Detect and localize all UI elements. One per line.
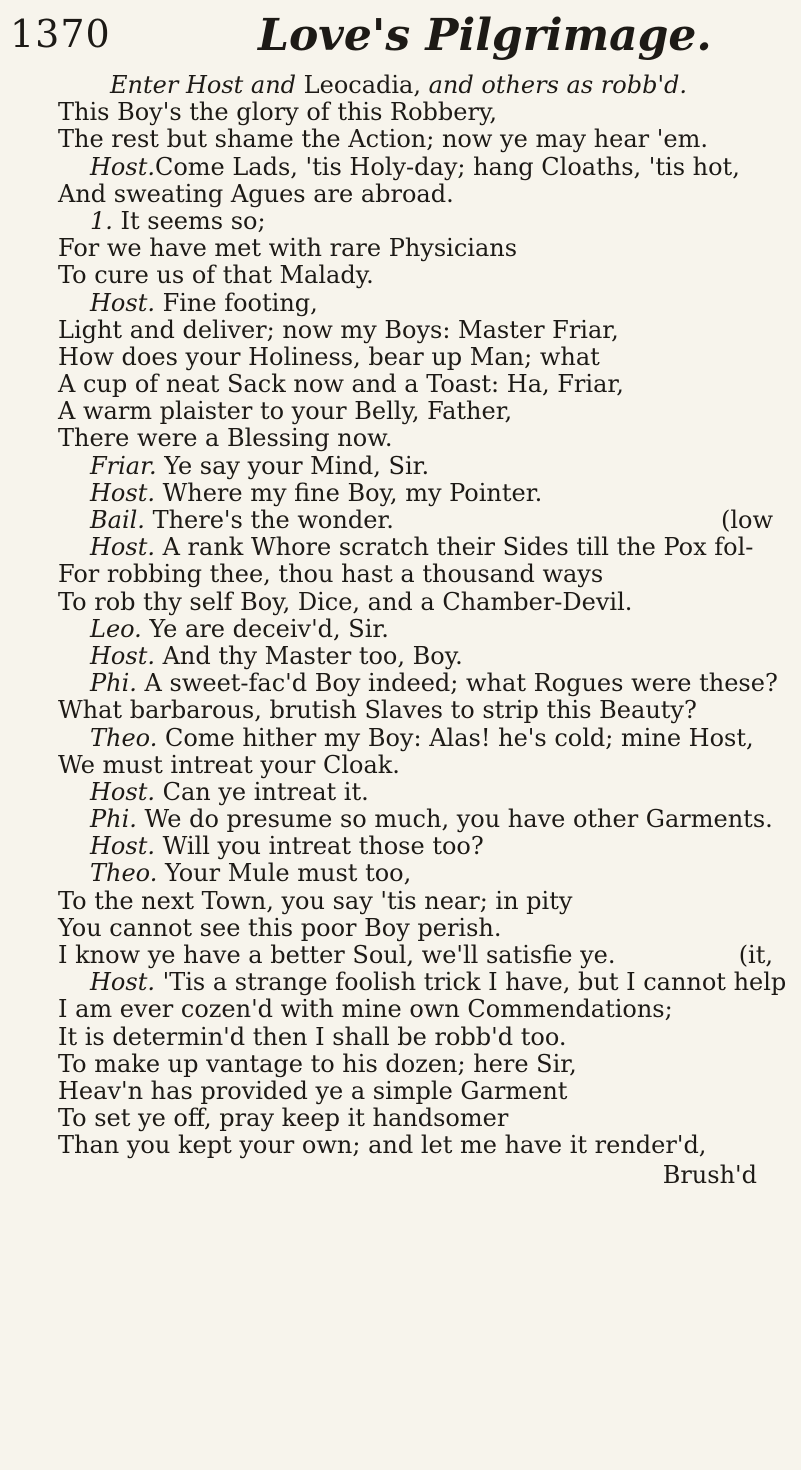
speaker-name: Host. bbox=[90, 832, 155, 861]
speaker-name: Host. bbox=[90, 152, 155, 181]
text-line bbox=[0, 1024, 801, 1051]
stage-direction-speakers: Host and bbox=[185, 71, 297, 99]
text-line bbox=[0, 290, 801, 317]
text-line bbox=[0, 752, 801, 779]
speaker-name: Theo. bbox=[90, 723, 158, 752]
speaker-name: Theo. bbox=[90, 859, 158, 888]
line-text: A sweet-fac'd Boy indeed; what Rogues were these? bbox=[136, 669, 778, 698]
speaker-name: Phi. bbox=[90, 669, 137, 698]
line-text: Can ye intreat it. bbox=[154, 777, 369, 806]
line-text: I know ye have a better Soul, we'll satisfie ye. bbox=[58, 941, 616, 969]
turnover-fragment: (low bbox=[720, 506, 773, 534]
line-text: To cure us of that Malady. bbox=[58, 261, 374, 290]
line-text: 'Tis a strange foolish trick I have, but I cannot help bbox=[154, 968, 787, 997]
line-text: There's the wonder. bbox=[144, 506, 394, 534]
text-line bbox=[0, 453, 801, 480]
line-text: We do presume so much, you have other Garments. bbox=[136, 805, 773, 834]
line-text: Will you intreat those too? bbox=[154, 832, 484, 861]
line-text: Come hither my Boy: Alas! he's cold; mine Host, bbox=[157, 723, 754, 752]
text-line bbox=[0, 480, 801, 507]
line-text: And thy Master too, Boy. bbox=[154, 641, 463, 670]
text-line bbox=[0, 507, 801, 534]
text-line bbox=[0, 208, 801, 235]
line-text: There were a Blessing now. bbox=[58, 424, 393, 453]
play-text bbox=[0, 72, 801, 1160]
text-line bbox=[0, 589, 801, 616]
line-text: How does your Holiness, bear up Man; what bbox=[58, 342, 600, 371]
speaker-name: Host. bbox=[90, 641, 155, 670]
line-text: It is determin'd then I shall be robb'd too. bbox=[58, 1022, 567, 1051]
speaker-name: Phi. bbox=[90, 805, 137, 834]
speaker-name: 1. bbox=[90, 206, 113, 235]
text-line bbox=[0, 1132, 801, 1159]
text-line bbox=[0, 534, 801, 561]
line-text: To the next Town, you say 'tis near; in pity bbox=[58, 886, 573, 915]
text-line bbox=[0, 126, 801, 153]
line-text: To rob thy self Boy, Dice, and a Chamber-Devil. bbox=[58, 587, 633, 616]
line-text: Where my fine Boy, my Pointer. bbox=[154, 478, 543, 507]
line-text: For robbing thee, thou hast a thousand ways bbox=[58, 560, 604, 589]
speaker-name: Host. bbox=[90, 968, 155, 997]
text-line bbox=[0, 398, 801, 425]
line-text: And sweating Agues are abroad. bbox=[58, 179, 454, 208]
stage-direction-name: Leocadia, bbox=[296, 71, 429, 99]
line-text: A rank Whore scratch their Sides till the Pox fol- bbox=[154, 533, 754, 562]
line-text: You cannot see this poor Boy perish. bbox=[58, 913, 502, 942]
text-line bbox=[0, 833, 801, 860]
speaker-name: Host. bbox=[90, 533, 155, 562]
line-text: Come Lads, 'tis Holy-day; hang Cloaths, 'tis hot, bbox=[154, 152, 740, 181]
speaker-name: Host. bbox=[90, 288, 155, 317]
line-text: What barbarous, brutish Slaves to strip this Beauty? bbox=[58, 696, 697, 725]
running-title: Love's Pilgrimage. bbox=[258, 10, 712, 61]
text-line bbox=[0, 181, 801, 208]
line-text: I am ever cozen'd with mine own Commendations; bbox=[58, 995, 673, 1024]
line-text: We must intreat your Cloak. bbox=[58, 750, 400, 779]
stage-direction bbox=[0, 72, 801, 99]
text-line bbox=[0, 561, 801, 588]
text-line bbox=[0, 697, 801, 724]
catchword: Brush'd bbox=[662, 1161, 757, 1189]
text-line bbox=[0, 942, 801, 969]
text-line bbox=[0, 317, 801, 344]
text-line bbox=[0, 425, 801, 452]
text-line bbox=[0, 1051, 801, 1078]
text-line bbox=[0, 996, 801, 1023]
speaker-name: Leo. bbox=[90, 614, 142, 643]
line-text: Than you kept your own; and let me have it render'd, bbox=[58, 1131, 707, 1160]
text-line bbox=[0, 616, 801, 643]
text-line bbox=[0, 725, 801, 752]
text-line bbox=[0, 371, 801, 398]
stage-direction-rest: and others as robb'd. bbox=[428, 71, 688, 99]
line-text: To set ye off, pray keep it handsomer bbox=[58, 1104, 509, 1133]
text-line bbox=[0, 99, 801, 126]
line-text: To make up vantage to his dozen; here Sir, bbox=[58, 1049, 577, 1078]
line-text: It seems so; bbox=[112, 206, 266, 235]
line-text: A warm plaister to your Belly, Father, bbox=[58, 397, 513, 426]
text-line bbox=[0, 1078, 801, 1105]
text-line bbox=[0, 1105, 801, 1132]
turnover-fragment: (it, bbox=[738, 941, 773, 969]
text-line bbox=[0, 643, 801, 670]
line-text: For we have met with rare Physicians bbox=[58, 234, 518, 263]
text-line bbox=[0, 915, 801, 942]
verse-lines bbox=[0, 99, 801, 1159]
text-line bbox=[0, 670, 801, 697]
speaker-name: Host. bbox=[90, 777, 155, 806]
text-line bbox=[0, 860, 801, 887]
speaker-name: Host. bbox=[90, 478, 155, 507]
line-text: Fine footing, bbox=[154, 288, 318, 317]
line-text: This Boy's the glory of this Robbery, bbox=[58, 98, 497, 127]
page-header bbox=[0, 10, 801, 70]
text-line bbox=[0, 344, 801, 371]
text-line bbox=[0, 969, 801, 996]
speaker-name: Friar. bbox=[90, 451, 157, 480]
text-line bbox=[0, 154, 801, 181]
text-line bbox=[0, 779, 801, 806]
line-text: Your Mule must too, bbox=[157, 859, 412, 888]
line-text: The rest but shame the Action; now ye may hear 'em. bbox=[58, 125, 708, 154]
line-text: Heav'n has provided ye a simple Garment bbox=[58, 1076, 568, 1105]
text-line bbox=[0, 888, 801, 915]
line-text: Ye say your Mind, Sir. bbox=[156, 451, 430, 480]
text-line bbox=[0, 806, 801, 833]
line-text: Light and deliver; now my Boys: Master Friar, bbox=[58, 315, 619, 344]
stage-direction-prefix: Enter bbox=[110, 71, 186, 99]
line-text: Ye are deceiv'd, Sir. bbox=[141, 614, 389, 643]
text-line bbox=[0, 262, 801, 289]
page-number: 1370 bbox=[10, 12, 111, 56]
text-line bbox=[0, 235, 801, 262]
speaker-name: Bail. bbox=[90, 506, 145, 534]
line-text: A cup of neat Sack now and a Toast: Ha, Friar, bbox=[58, 370, 624, 399]
